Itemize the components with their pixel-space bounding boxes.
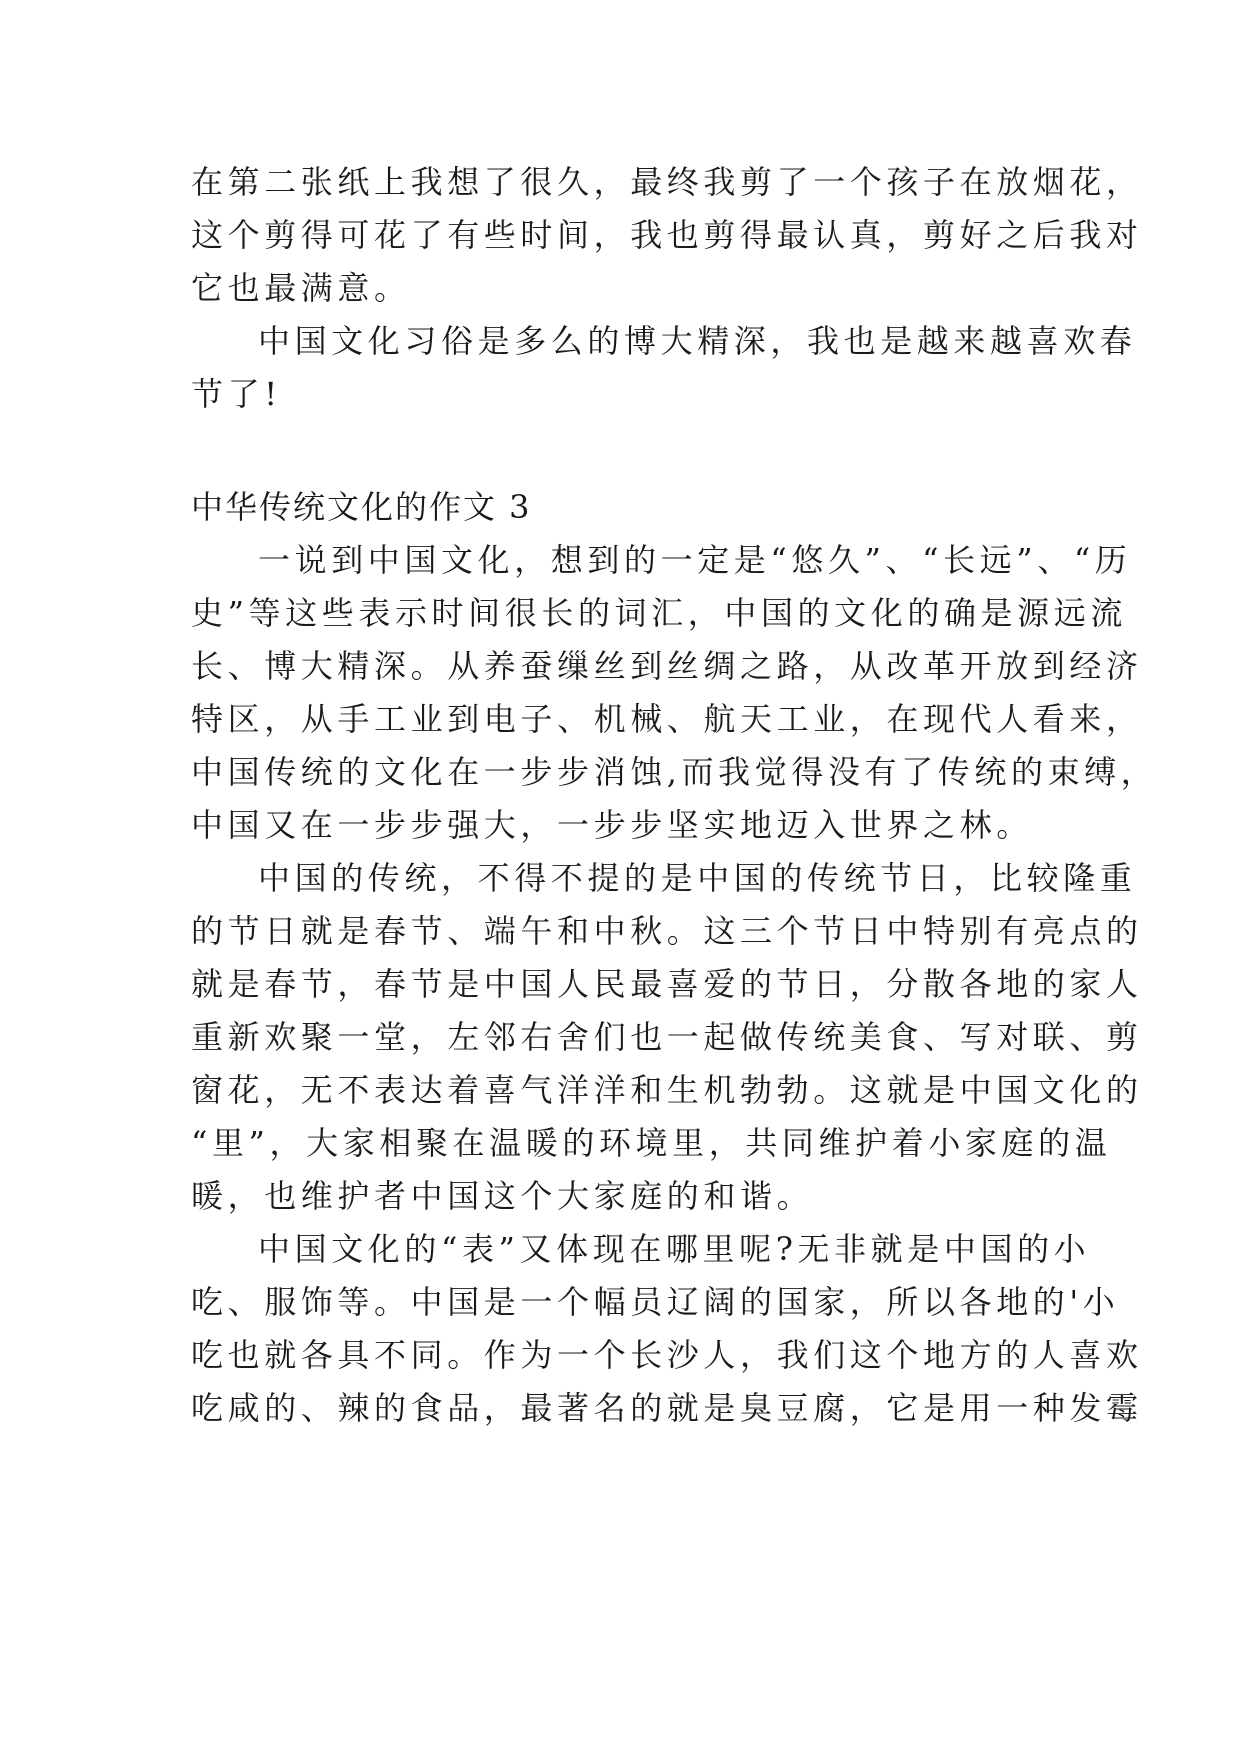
text-line: 中国传统的文化在一步步消蚀,而我觉得没有了传统的束缚， (191, 753, 1158, 791)
section-title: 中华传统文化的作文 3 (191, 488, 532, 526)
text-line: 一说到中国文化，想到的一定是“悠久”、“长远”、“历 (258, 541, 1132, 579)
text-line: 中国的传统，不得不提的是中国的传统节日，比较隆重 (258, 859, 1137, 897)
text-line: 暖，也维护者中国这个大家庭的和谐。 (191, 1177, 814, 1215)
text-line: 史”等这些表示时间很长的词汇，中国的文化的确是源远流 (191, 594, 1127, 632)
text-line: 在第二张纸上我想了很久，最终我剪了一个孩子在放烟花， (191, 163, 1143, 201)
text-line: 节了! (191, 375, 282, 413)
document-body (191, 156, 1158, 1435)
text-line: 的节日就是春节、端午和中秋。这三个节日中特别有亮点的 (191, 912, 1143, 950)
text-line: 它也最满意。 (191, 269, 411, 307)
paragraph-2 (191, 852, 1143, 1223)
text-line: “里”，大家相聚在温暖的环境里，共同维护着小家庭的温 (191, 1124, 1112, 1162)
section-spacer (191, 421, 1061, 481)
text-line: 吃也就各具不同。作为一个长沙人，我们这个地方的人喜欢 (191, 1336, 1143, 1374)
text-line: 重新欢聚一堂，左邻右舍们也一起做传统美食、写对联、剪 (191, 1018, 1143, 1056)
text-line: 中国文化习俗是多么的博大精深，我也是越来越喜欢春 (258, 322, 1137, 360)
paragraph-top (191, 156, 1143, 315)
text-line: 窗花，无不表达着喜气洋洋和生机勃勃。这就是中国文化的 (191, 1071, 1143, 1109)
text-line: 长、博大精深。从养蚕缫丝到丝绸之路，从改革开放到经济 (191, 647, 1143, 685)
paragraph-1 (191, 534, 1158, 852)
paragraph-3 (191, 1223, 1143, 1435)
text-line: 就是春节，春节是中国人民最喜爱的节日，分散各地的家人 (191, 965, 1143, 1003)
text-line: 中国又在一步步强大，一步步坚实地迈入世界之林。 (191, 806, 1033, 844)
paragraph-conclusion (191, 315, 1137, 421)
text-line: 吃咸的、辣的食品，最著名的就是臭豆腐，它是用一种发霉 (191, 1389, 1143, 1427)
text-line: 特区，从手工业到电子、机械、航天工业，在现代人看来， (191, 700, 1143, 738)
text-line: 吃、服饰等。中国是一个幅员辽阔的国家，所以各地的'小 (191, 1283, 1120, 1321)
text-line: 这个剪得可花了有些时间，我也剪得最认真，剪好之后我对 (191, 216, 1143, 254)
text-line: 中国文化的“表”又体现在哪里呢?无非就是中国的小 (258, 1230, 1091, 1268)
